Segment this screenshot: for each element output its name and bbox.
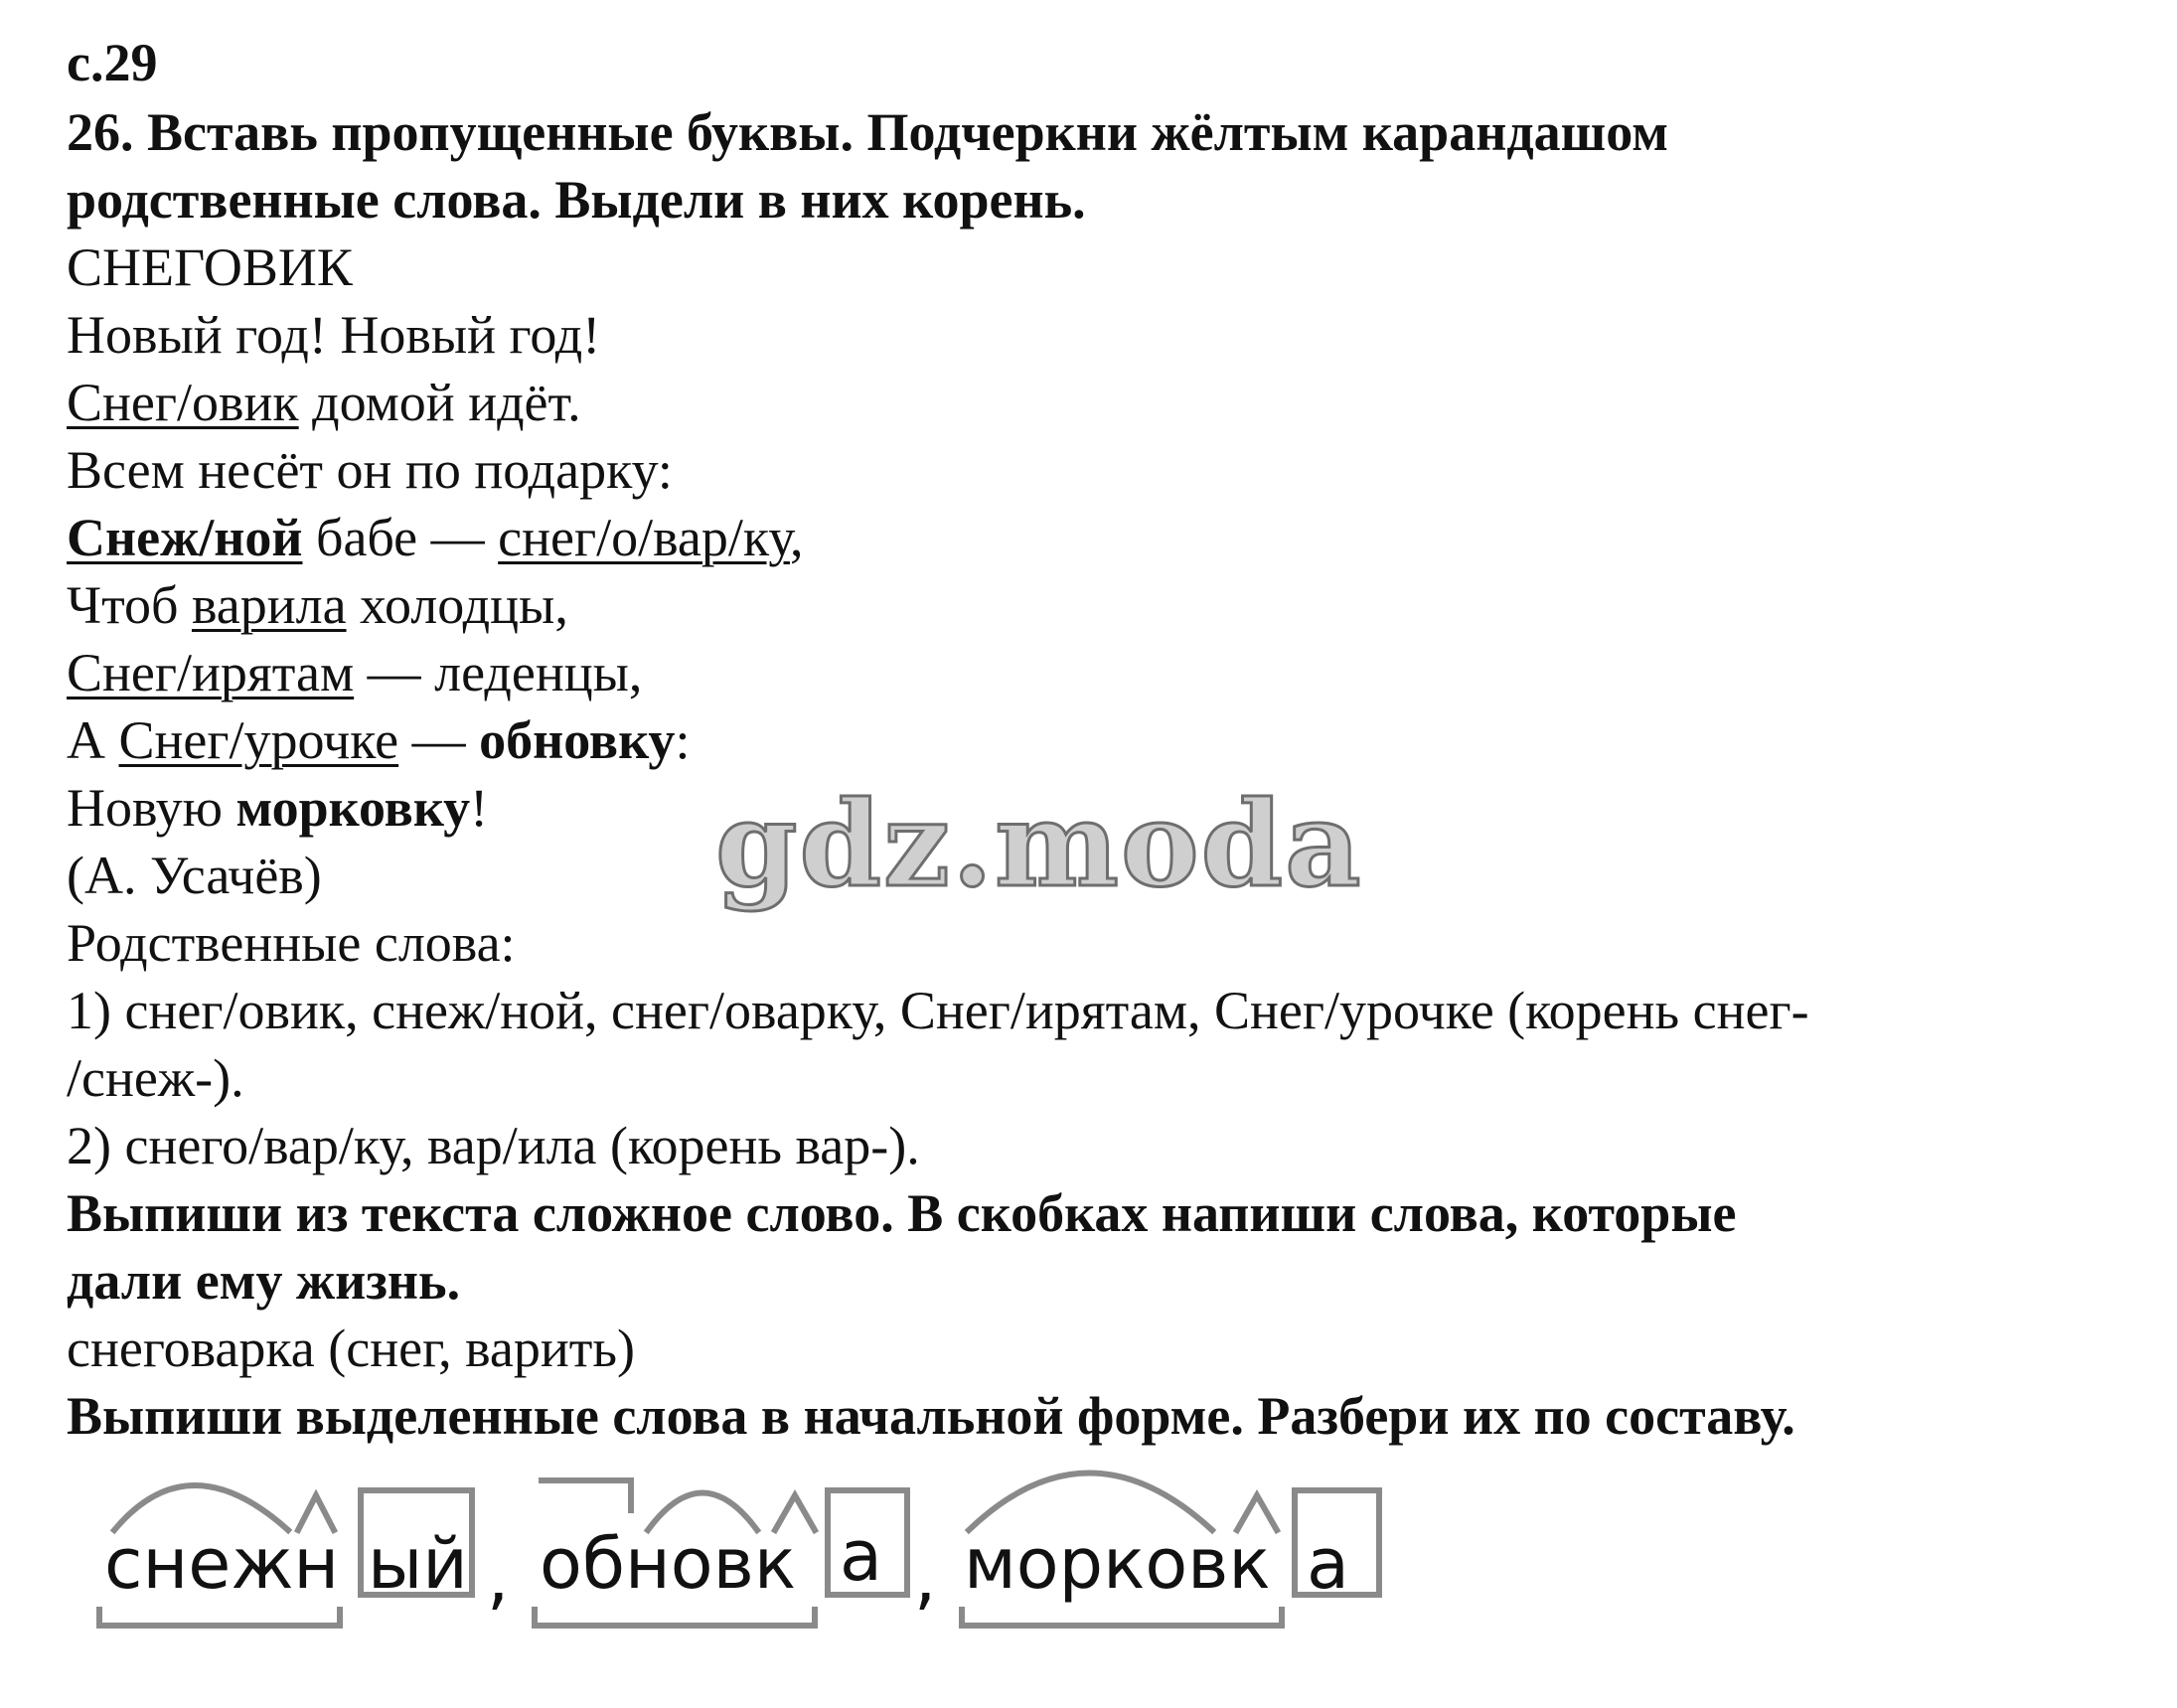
related-item-2: 2) снего/вар/ку, вар/ила (корень вар-). — [67, 1116, 920, 1175]
text-fragment: — — [398, 710, 480, 770]
poem-title: СНЕГОВИК — [67, 237, 353, 297]
text-fragment: бабе — — [302, 508, 499, 567]
text-fragment: холодцы, — [346, 575, 568, 635]
text-fragment: , — [789, 508, 804, 567]
task3-heading: Выпиши выделенные слова в начальной форме. Разбери их по составу. — [67, 1386, 1795, 1446]
text-fragment: Чтоб — [67, 575, 192, 635]
root-arc — [969, 1474, 1212, 1531]
separator-comma: , — [487, 1537, 510, 1619]
word-2-ending: а — [840, 1515, 882, 1597]
page-number: с.29 — [67, 33, 158, 92]
related-item-1-cont: /снеж-). — [67, 1048, 244, 1108]
task-heading-line-1: 26. Вставь пропущенные буквы. Подчеркни жёлтым карандашом — [67, 102, 1668, 162]
underlined-word: Снег/урочке — [118, 710, 399, 770]
underlined-word: варила — [191, 575, 347, 635]
poem-line-1: Новый год! Новый год! — [67, 305, 601, 365]
separator-comma: , — [914, 1537, 937, 1619]
related-heading: Родственные слова: — [67, 913, 516, 973]
underlined-word: Снег/ирятам — [67, 643, 355, 702]
text-fragment: ! — [470, 778, 489, 838]
stem-bracket — [535, 1610, 815, 1626]
word-3-ending: а — [1307, 1523, 1349, 1605]
prefix-bracket — [542, 1480, 631, 1510]
highlighted-word: Снеж/ной — [67, 508, 303, 567]
stem-bracket — [99, 1610, 340, 1626]
text-fragment: домой идёт. — [298, 373, 581, 432]
task2-heading-line-2: дали ему жизнь. — [67, 1251, 461, 1311]
related-item-1: 1) снег/овик, снеж/ной, снег/оварку, Снег/ирятам, Снег/урочке (корень снег- — [67, 981, 1809, 1040]
word-2-stem: обновк — [540, 1523, 797, 1605]
poem-line-3: Всем несёт он по подарку: — [67, 440, 673, 500]
text-fragment: Новую — [67, 778, 236, 838]
task2-heading-line-1: Выпиши из текста сложное слово. В скобках напиши слова, которые — [67, 1183, 1737, 1243]
highlighted-word: морковку — [235, 778, 471, 838]
word-1-ending: ый — [368, 1523, 468, 1605]
task2-answer: снеговарка (снег, варить) — [67, 1319, 636, 1378]
task-heading-line-2: родственные слова. Выдели в них корень. — [67, 170, 1086, 230]
poem-author: (А. Усачёв) — [67, 846, 322, 905]
highlighted-word: обновку — [479, 710, 676, 770]
word-3-stem: морковк — [964, 1523, 1271, 1605]
text-fragment: — леденцы, — [354, 643, 643, 702]
stem-bracket — [962, 1610, 1282, 1626]
text-fragment: А — [67, 710, 119, 770]
underlined-word: снег/о/вар/ку — [498, 508, 790, 567]
text-fragment: : — [675, 710, 691, 770]
underlined-word: Снег/овик — [67, 373, 299, 432]
word-1-stem: снежн — [104, 1523, 340, 1605]
watermark: gdz.moda — [715, 775, 1363, 913]
